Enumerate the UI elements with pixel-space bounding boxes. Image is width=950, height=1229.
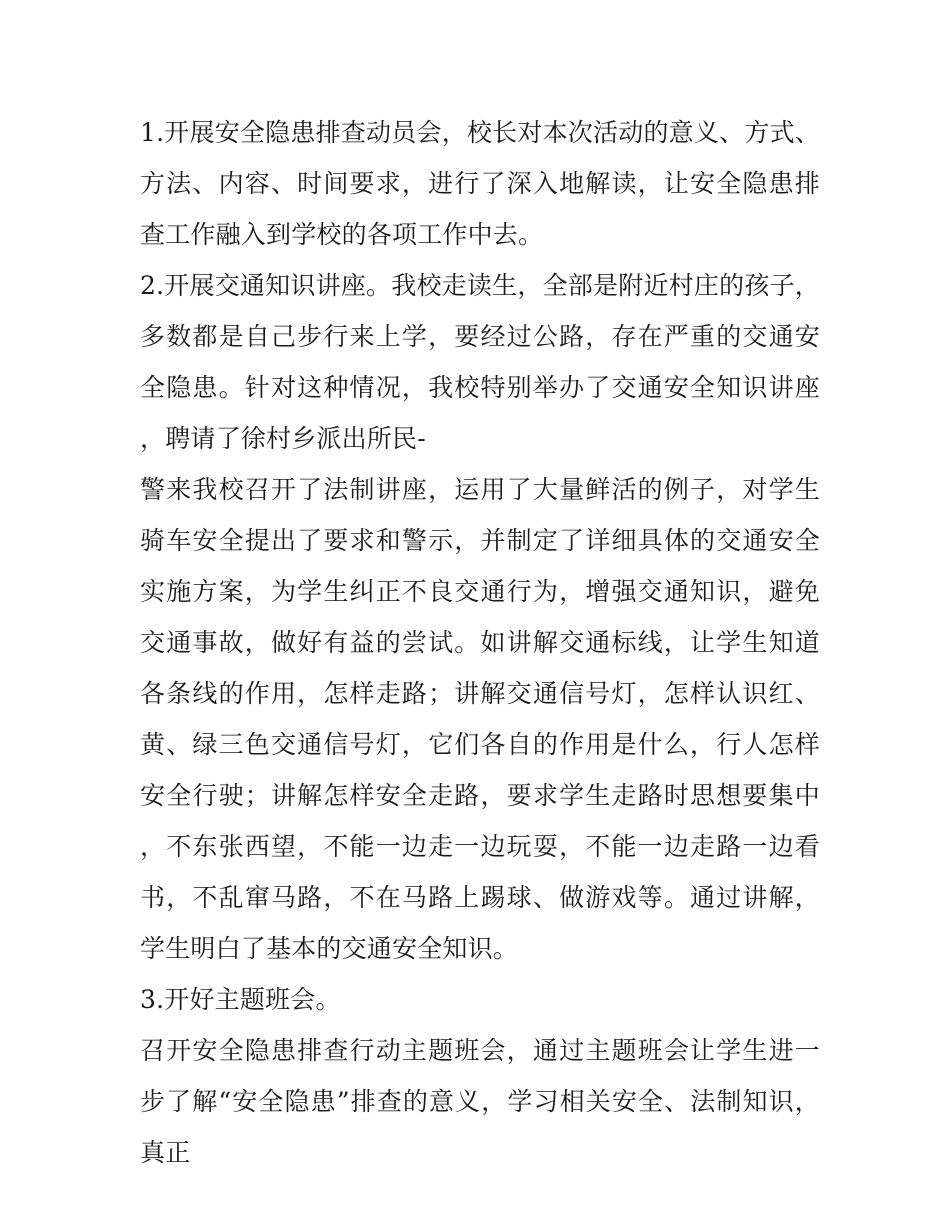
paragraph-traffic-lecture: 2.开展交通知识讲座。我校走读生，全部是附近村庄的孩子，多数都是自己步行来上学，要经过公路，存在严重的交通安全隐患。针对这种情况，我校特别举办了交通安全知识讲座，聘请了徐村乡派出所民- [140,271,820,453]
paragraph-theme-class-meeting: 召开安全隐患排查行动主题班会，通过主题班会让学生进一步了解“安全隐患”排查的意义，学习相关安全、法制知识，真正 [140,1036,820,1167]
paragraph-legal-lecture: 警来我校召开了法制讲座，运用了大量鲜活的例子，对学生骑车安全提出了要求和警示，并制定了详细具体的交通安全实施方案，为学生纠正不良交通行为，增强交通知识，避免交通事故，做好有益的尝试。如讲解交通标线，让学生知道各条线的作用，怎样走路；讲解交通信号灯，怎样认识红、黄、绿三色交通信号灯，它们各自的作用是什么，行人怎样安全行驶；讲解怎样安全走路，要求学生走路时思想要集中，不东张西望，不能一边走一边玩耍，不能一边走路一边看书，不乱窜马路，不在马路上踢球、做游戏等。通过讲解，学生明白了基本的交通安全知识。 [140,475,820,963]
document-body [140,107,820,1178]
paragraph-mobilization-meeting: 1.开展安全隐患排查动员会，校长对本次活动的意义、方式、方法、内容、时间要求，进行了深入地解读，让安全隐患排查工作融入到学校的各项工作中去。 [140,118,820,249]
paragraph-theme-class-heading: 3.开好主题班会。 [140,985,341,1014]
